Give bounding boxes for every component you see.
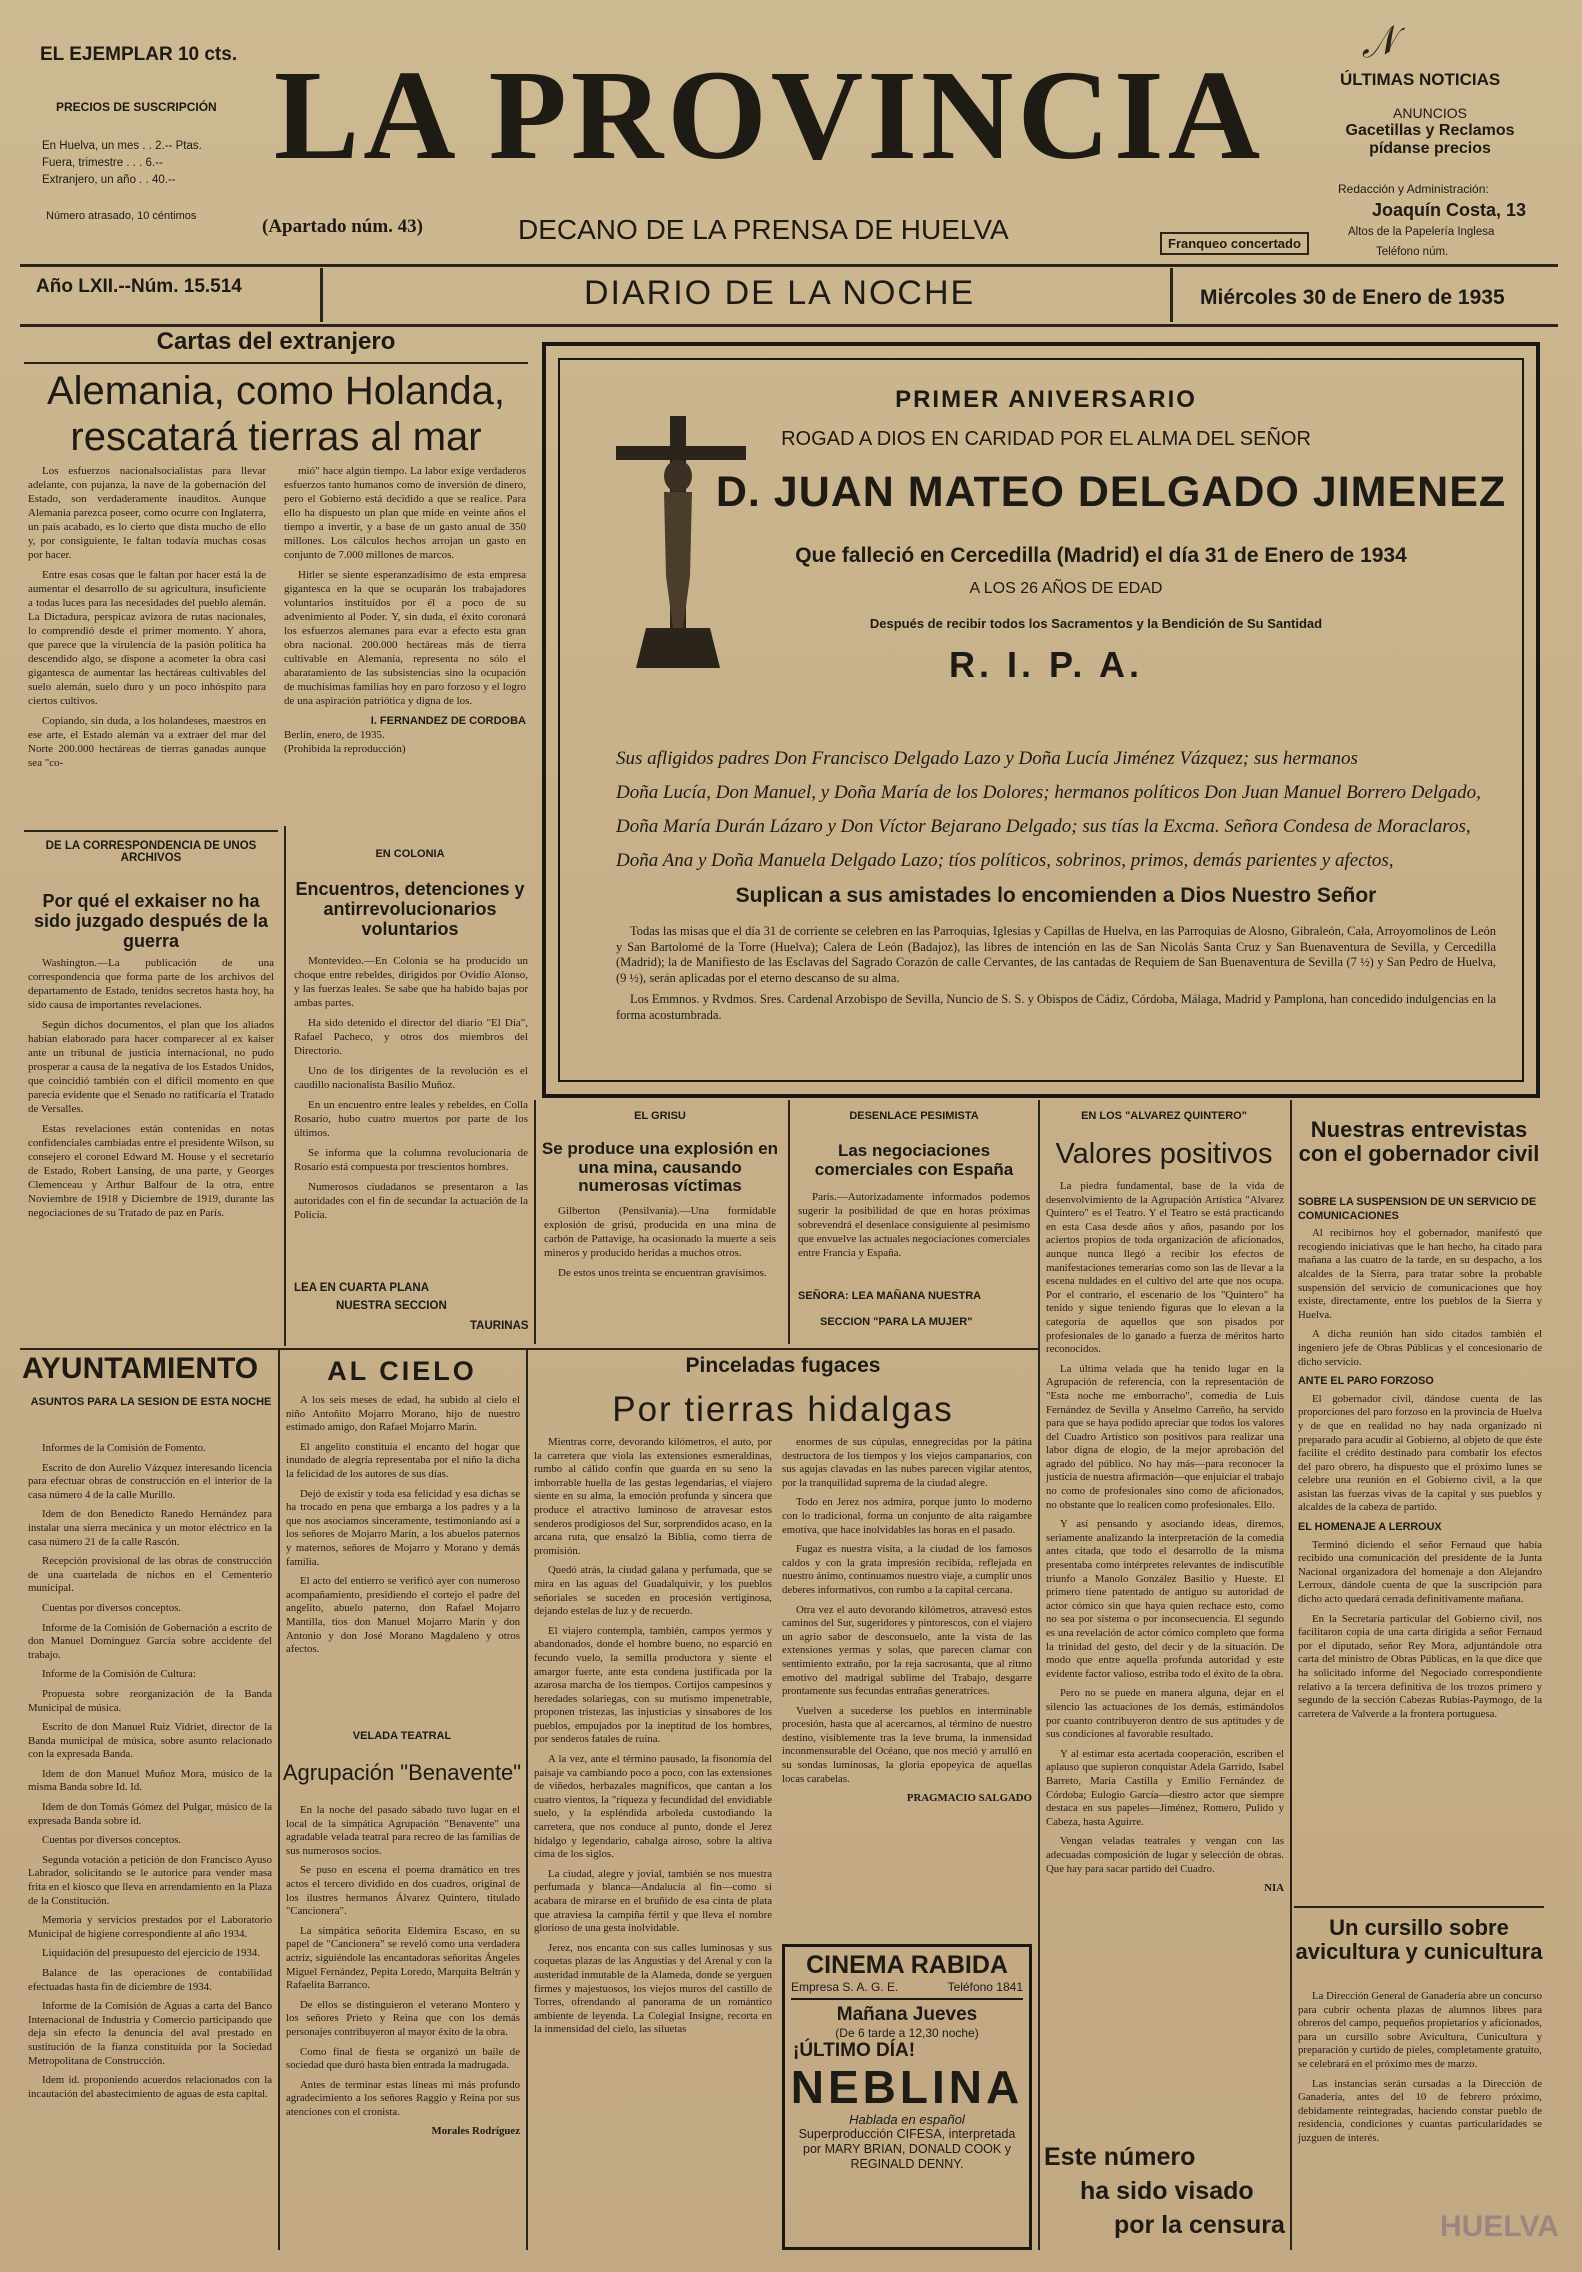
family-list: Sus afligidos padres Don Francisco Delgado Lazo y Doña Lucía Jiménez Vázquez; sus hermanos Doña Lucía, Don Manuel, y Doña María de los Dolores; hermanos políticos Don Juan Manuel Borrero Delgado, Doña María Durán Lázaro y Don Víctor Bejarano Delgado; sus tías la Excma. Señora Condesa de Moraclaros, Doña Ana y Doña Manuela Delgado Lazo; tíos políticos, sobrinos, primos, demás parientes y afectos, (616, 748, 1481, 871)
colonia-body: Montevideo.—En Colonia se ha producido un choque entre rebeldes, dirigidos por Ovidio Alonso, y las fuerzas leales. Se sabe que ha habido bajas por ambas partes. Ha sido detenido el director del diario "El Día", Rafael Pacheco, y otros dos miembros del Directorio. Uno de los dirigentes de la revolución es el caudillo nacionalista Basilio Muñoz. En un encuentro entre leales y rebeldes, en Colla Rosario, hubo cuatro muertos por parte de los últimos. Se informa que la columna revolucionaria de Rosario está compuesta por trescientos hombres. Numerosos ciudadanos se presentaron a las autoridades con el fin de secundar la actuación de la Policía. (294, 955, 528, 1221)
redaccion: Redacción y Administración: (1338, 182, 1489, 196)
rogad: ROGAD A DIOS EN CARIDAD POR EL ALMA DEL SEÑOR (781, 428, 1311, 450)
issue-date: Miércoles 30 de Enero de 1935 (1200, 286, 1505, 309)
alemania-kicker: Cartas del extranjero (156, 328, 396, 355)
lea-cuarta: LEA EN CUARTA PLANA (294, 1282, 430, 1294)
agrupacion-body: En la noche del pasado sábado tuvo lugar en el local de la simpática Agrupación "Benavente" una agradable velada teatral para recreo de las familias de sus numerosos socios. Se puso en escena el poema dramático en tres actos el tercero dividido en dos cuadros, original de los ilustres hermanos Álvarez Quintero, titulado "Cancionera". La simpática señorita Eldemira Escaso, en su papel de "Cancionera" se reveló como una verdadera actriz, siguiéndole las encantadoras señoritas Ángeles Miguel Fernández, Pepita Loredo, Marquita Beltrán y Rafaelita Barranco. De ellos se distinguieron el veterano Montero y los señores Prieto y Reina que con los demás personajes contribuyeron al mayor éxito de la obra. Como final de fiesta se organizó un baile de sociedad que duró hasta bien entrada la madrugada. Antes de terminar estas líneas mi más profundo agradecimiento a los señores Raggio y Reina por sus atenciones con el cronista. Morales Rodríguez (286, 1804, 520, 2138)
newspaper-title: LA PROVINCIA (273, 44, 1265, 186)
obituary-box (542, 342, 1540, 1098)
decano: DECANO DE LA PRENSA DE HUELVA (518, 214, 1009, 245)
anuncios-info: ANUNCIOS Gacetillas y Reclamos pídanse precios (1345, 105, 1515, 157)
grisu-kicker: EL GRISU (634, 1110, 686, 1122)
valores-kicker: EN LOS "ALVAREZ QUINTERO" (1081, 1110, 1247, 1122)
exkaiser-body: Washington.—La publicación de una correspondencia que forma parte de los archivos del departamento de Estado, tenidos secretos hasta hoy, ha sido causa de importantes revelaciones. Según dichos documentos, el plan que los aliados habían elaborado para hacer comparecer al ex kaiser ante un tribunal de justicia internacional, no pudo prosperar a causa de la negativa de los Estados Unidos, que coincidió también con el difícil momento en que parecía evidente que el Senado no ratificaría el Tratado de Versalles. Estas revelaciones están contenidas en notas confidenciales cambiadas entre el presidente Wilson, su consejero el coronel Edward M. House y el secretario de Estado, Robert Lansing, de una parte, y Georges Clemenceau y Arthur Balfour de la otra, entre Noviembre de 1918 y Diciembre de 1919, durante las negociaciones de su Tratado de paz en París. (28, 957, 274, 1219)
cursillo-headline: Un cursillo sobre avicultura y cunicultura (1295, 1915, 1543, 1965)
pesimista-headline: Las negociaciones comerciales con España (814, 1141, 1014, 1179)
misas-text: Todas las misas que el día 31 de corriente se celebren en las Parroquias, Iglesias y Capillas de Huelva, en las Parroquias de Alosno, Gibraleón, Cala, Arroyomolinos de León y San Bartolomé de la Torre (Huelva); Calera de León (Badajoz), las libres de intención en las de San Nicolás Santa Cruz y San Buenaventura de Sevilla, y Cercedilla (Madrid); la de Manifiesto de las Esclavas del Sagrado Corazón de calle Cervantes, de las cantadas de Requiem de San Buenaventura de Sevilla (7 ½) y San Pedro de Huelva, (9 ½), serán aplicadas por el eterno descanso de su alma. Los Emmnos. y Rvdmos. Sres. Cardenal Arzobispo de Sevilla, Nuncio de S. S. y Obispos de Cádiz, Córdoba, Málaga, Madrid y Pamplona, han concedido indulgencias en la forma acostumbrada. (616, 924, 1496, 1022)
hidalgas-col1: Mientras corre, devorando kilómetros, el auto, por la carretera que viola las extensiones esmeraldinas, rumbo al cálido confín que guarda en su seno la imborrable huella de las gestas legendarias, el viajero siente en su alma, la emoción profunda y sincera que produce el atractivo luminoso de atravesar estos senderos prodigiosos del Sur, sorprendidos acaso, en la arcana ruta, que ensalzó la Biblia, como tierra de promisión. Quedó atrás, la ciudad galana y perfumada, que se mira en las aguas del Guadalquivir, y los pueblos señoriales se suceden en procesión vertiginosa, dejando estelas de luz y de recuerdo. El viajero contempla, también, campos yermos y abandonados, donde el hombre bueno, no esparció en fecundo vuelo, la semilla productora y siente el amargor fuerte, ante esta condena justificada por la azarosa marcha de los tiempos. Cortijos campesinos y heredades solariegas, con su mutismo impenetrable, proponen tristezas, las injusticias y sinsabores de los pueblos, empujados por la ineptitud de los hombres, por senderos fatales de ruina. A la vez, ante el término pausado, la fisonomía del paisaje va cambiando poco a poco, con las extensiones de viñedos, herbazales magníficos, que cantan a los cuatro vientos, la "riqueza y fecundidad del envidiable suelo, y la espléndida arboleda custodiando la carretera, que nos conduce al punto, donde el Jerez hidalgo y legendario, cabalga airoso, sobre la altiva cima de los siglos. La ciudad, alegre y jovial, también se nos muestra perfumada y blanca—Andalucía al fin—como si acabara de mirarse en el bruñido de esa cinta de plata que atraviesa la campiña fértil y que lleva el nombre glorioso de una gesta inolvidable. Jerez, nos encanta con sus calles luminosas y sus coquetas plazas de las Angustias y del Arenal y con la austeridad inmutable de la Alameda, donde se yerguen firmes y majestuosos, los viejos muros del castillo de Torres, ofrendando al panorama de un romántico ambiente de leyenda. La Colegial Insigne, recorta en la inmensidad del cielo, las siluetas (534, 1436, 772, 2036)
deceased-name: D. JUAN MATEO DELGADO JIMENEZ (715, 468, 1507, 516)
exkaiser-kicker: DE LA CORRESPONDENCIA DE UNOS ARCHIVOS (45, 840, 257, 864)
diario-de-la-noche: DIARIO DE LA NOCHE (584, 274, 976, 312)
exkaiser-headline: Por qué el exkaiser no ha sido juzgado después de la guerra (33, 891, 269, 951)
alemania-col2: mió" hace algún tiempo. La labor exige verdaderos esfuerzos tanto humanos como de inversión de dinero, pero el Gobierno está decidido a que se realice. Para ello ha dispuesto un plan que mide en veinte años el tiempo a invertir, y a base de un gasto anual de 350 millones. Los cálculos hechos arrojan un gasto en conjunto de 7.000 millones de marcos. Hitler se siente esperanzadísimo de esta empresa gigantesca en la que se ocuparán los trabajadores voluntarios instituídos por él a poco de su advenimiento al Poder. Y, sin duda, el éxito coronará los esfuerzos alemanes para evar a efecto esta gran obra nacional. 200.000 hectáreas más de tierra cultivable en Alemania, representa no sólo el abaratamiento de las subsistencias sino la ocupación de muchísimas familias hoy en paro forzoso y el logro de una aspiración patriótica y digna de los. I. FERNANDEZ DE CORDOBA Berlín, enero, de 1935. (Prohibida la reproducción) (284, 465, 526, 755)
valores-body: La piedra fundamental, base de la vida de desenvolvimiento de la Agrupación Artística "Alvarez Quintero" es el Teatro. Y el Teatro se está practicando en esta Casa desde años y años, pasando por los aciertos propios de toda organización de aficionados, aunque nunca llegó a recibir los efectos de manifestaciones temerarias como son las de llevar a la escena nuldades en el cultivo del arte que nos ocupa. Por el contrario, el escenario de los "Quintero" ha tenido y sigue teniendo figuras que lo elevan a la categoría de aquellos que son pisados por profesionales de lo ganado a fuerza de méritos harto reconocidos. La última velada que ha tenido lugar en la Agrupación de referencia, con la representación de "Esta noche me emborracho", comedia de Luis Fernández de Sevilla y Anselmo Carreño, ha servido para que se haya podido apreciar que todos los valores del Cuadro Artístico son positivos para realizar una labor digna de elogio, de la mejor aprobación del agrado del público. No hay más—para reconocer la justicia de nuestra afirmación—que enjuiciar el trabajo no como de profesionales sino como de aficionados, no obstante que lo realicen como profesionales. Ello. Y así pensando y asociando ideas, diremos, seriamente analizando la interpretación de la comedia antes citada, que todo el desarrollo de la misma presentaba como intérpretes relevantes de indiscutible triunfo a Manolo González Basilio y Hueste. El primero tiene patentado de antiguo su autoridad de actor cómico sin que haya quien rechace esto, como no sea por sistema o por inconsecuencia. El segundo es una revelación de actor cómico completo que forma la trinidad del gesto, del decir y de la situación. De modo que entre aquella profunda autoridad y este evidente factor valioso, estriba todo el éxito de la obra. Pero no se puede en manera alguna, dejar en el silencio las actuaciones de los demás, estimándolos por cuanto contribuyeron dentro de sus aptitudes y de sus condiciones al favorable resultado. Y al estimar esta acertada cooperación, escriben el aplauso que supieron conquistar Adela Garrido, Isabel Barreto, María Castilla y Emilio Fernández de Córdoba; Eulogio García—diestro actor que siempre destaca en sus papeles—Jiménez, Romero, Pulido y Cabeza, hasta Aguirre. Vengan veladas teatrales y vengan con las adecuadas composición de lugar y selección de obras. Que hay para sacar partido del Cuadro. NIA (1046, 1180, 1284, 1895)
ultimas-noticias: ÚLTIMAS NOTICIAS (1340, 70, 1501, 89)
cinema-ad: CINEMA RABIDA Empresa S. A. G. E. Teléfono 1841 Mañana Jueves (De 6 tarde a 12,30 noche) ¡ÚLTIMO DÍA! NEBLINA Hablada en español Superproducción CIFESA, interpretada por MARY BRIAN, DONALD COOK y REGINALD DENNY. (782, 1944, 1032, 2250)
gobernador-body: SOBRE LA SUSPENSION DE UN SERVICIO DE COMUNICACIONES Al recibirnos hoy el gobernador, manifestó que recogiendo iniciativas que le han hecho, ha citado para mañana a las cuatro de la tarde, en su despacho, a los alcaldes de la Sierra, para tratar sobre la probable suspensión del servicio de comunicaciones que hoy existe, directamente, entre los pueblos de la Sierra y Huelva. A dicha reunión han sido citados también el ingeniero jefe de Obras Públicas y el concesionario de dicho servicio. ANTE EL PARO FORZOSO El gobernador civil, dándose cuenta de las proporciones del paro forzoso en la provincia de Huelva y de que en realidad no hay nada organizado ni preparado para acudir al Gobierno, al objeto de que éste facilite el crédito destinado para combatir los efectos del paro obrero, ha dispuesto que el próximo lunes se celebre una reunión en el Gobierno civil, a la que asistan las fuerzas vivas de la capital y sus pueblos y alcaldes de la cabeza de partido. EL HOMENAJE A LERROUX Terminó diciendo el señor Fernaud que había recibido una comunicación del presidente de la Junta Nacional organizadora del homenaje a don Alejandro Lerroux, dándole cuenta de que la suscripción para dicho acto quedará cerrada definitivamente mañana. En la Secretaría particular del Gobierno civil, nos facilitaron copia de una carta dirigida a señor Fernaud por el diputado, señor Rey Mora, adjuntándole otra carta del ministro de Obras Públicas, en la que dice que ha solicitado informe del Negociado correspondiente relativo a la tercera definitiva de los trozos primero y segundo de la sección Cabezas Rubias-Paymogo, de la carretera de Valverde a la frontera portuguesa. (1298, 1196, 1542, 1720)
suplican: Suplican a sus amistades lo encomienden a Dios Nuestro Señor (735, 884, 1377, 907)
subscription-title: PRECIOS DE SUSCRIPCIÓN (56, 100, 217, 114)
cielo-body: A los seis meses de edad, ha subido al cielo el niño Antoñito Mojarro Morano, hijo de nuestro estimado amigo, don Rafael Mojarro Marín. El angelito constituía el encanto del hogar que inundado de alegría representaba por el niño la dicha la felicidad de los autores de sus días. Dejó de existir y toda esa felicidad y esa dichas se ha trocado en pena que embarga a los padres y a la que nos asociamos sinceramente, testimoniando así a los señores de Mojarro Marín, a los abuelos paternos y maternos, señores de Mojarro y Morano y demás familia. El acto del entierro se verificó ayer con numeroso acompañamiento, presidiendo el cortejo el padre del angelito, abuelo paterno, don Rafael Mojarro Mantilla, tíos don Manuel Mojarro Marín y don Antonio y don José Morano Magdaleno y otros afectos. (286, 1394, 520, 1656)
velada-kicker: VELADA TEATRAL (352, 1730, 452, 1742)
subscription-prices: En Huelva, un mes . . 2.-- Ptas. Fuera, trimestre . . . 6.-- Extranjero, un año . . 40.-- (42, 140, 202, 186)
apartado: (Apartado núm. 43) (262, 216, 423, 237)
ayuntamiento-title: AYUNTAMIENTO (22, 1352, 259, 1385)
gobernador-headline: Nuestras entrevistas con el gobernador civil (1298, 1117, 1540, 1167)
hidalgas-kicker: Pinceladas fugaces (685, 1354, 881, 1377)
ejemplar-price: EL EJEMPLAR 10 cts. (40, 44, 238, 65)
censura-notice: Este número ha sido visado por la censura (1044, 2143, 1285, 2239)
pesimista-body: París.—Autorizadamente informados podemos sugerir la posibilidad de que en horas próximas sobrevendrá el desenlace consiguiente al pesimismo que envuelve las actuales negociaciones comerciales entre Francia y España. (798, 1191, 1030, 1259)
taurinas: TAURINAS (470, 1320, 529, 1332)
senora-lea: SEÑORA: LEA MAÑANA NUESTRA (798, 1290, 982, 1302)
seccion-mujer: SECCION "PARA LA MUJER" (820, 1316, 973, 1328)
grisu-body: Gilberton (Pensilvania).—Una formidable explosión de grisú, producida en una mina de carbón de Pattavige, ha ocasionado la muerte a seis mineros y producido heridas a muchos otros. De estos unos treinta se encuentran gravísimos. (544, 1205, 776, 1279)
aniversario: PRIMER ANIVERSARIO (895, 386, 1197, 413)
hidalgas-headline: Por tierras hidalgas (612, 1390, 954, 1429)
telefono: Teléfono núm. (1376, 246, 1449, 258)
ripa: R. I. P. A. (948, 644, 1144, 685)
alemania-headline: Alemania, como Holanda, rescatará tierras al mar (46, 369, 506, 459)
fallecio: Que falleció en Cercedilla (Madrid) el día 31 de Enero de 1934 (795, 544, 1407, 567)
archive-watermark: HUELVA (1440, 2210, 1559, 2243)
sacramentos: Después de recibir todos los Sacramentos y la Bendición de Su Santidad (869, 616, 1323, 631)
ayuntamiento-body: Informes de la Comisión de Fomento. Escrito de don Aurelio Vázquez interesando licencia para efectuar obras de construcción en el interior de la casa número 4 de la calle Murillo. Idem de don Benedicto Ranedo Hernández para instalar una sierra mecánica y un motor eléctrico en la casa número 21 de la calle Rascón. Recepción provisional de las obras de construcción de una cuartelada de nichos en el Cementerio municipal. Cuentas por diversos conceptos. Informe de la Comisión de Gobernación a escrito de don Manuel Domínguez García sobre accidente del trabajo. Informe de la Comisión de Cultura: Propuesta sobre reorganización de la Banda Municipal de música. Escrito de don Manuel Ruiz Vidriet, director de la Banda municipal de música, sobre asunto relacionado con la expresada Banda. Idem de don Manuel Muñoz Mora, músico de la misma Banda sobre Id. Id. Idem de don Tomás Gómez del Pulgar, músico de la expresada Banda sobre id. Cuentas por diversos conceptos. Segunda votación a petición de don Francisco Ayuso Labrador, solicitando se le autorice para vender masa frita en el kiosco que lleva en arrendamiento en la Plaza de la Constitución. Memoria y servicios prestados por el Laboratorio Municipal de higiene correspondiente al año 1934. Liquidación del presupuesto del ejercicio de 1934. Balance de las operaciones de contabilidad efectuadas hasta fin de diciembre de 1934. Informe de la Comisión de Aguas a carta del Banco Internacional de Industria y Comercio participando que deja sin efecto la denuncia del aval prestado en sustitución de la fianza constituída por la Sociedad Metropolitana de Construcción. Idem id. proponiendo acuerdos relacionados con la incautación del abastecimiento de aguas de esta capital. (28, 1442, 272, 2100)
franqueo-badge: Franqueo concertado (1160, 232, 1309, 255)
handwritten-signature: 𝒩 (1356, 17, 1400, 67)
alemania-col1: Los esfuerzos nacionalsocialistas para llevar adelante, con pujanza, la nave de la gobernación del Estado, son verdaderamente inauditos. Aunque Alemania parezca poseer, como ocurre con Inglaterra, un país acabado, es lo cierto que dista mucho de ello y, por consiguiente, le faltan todavía muchas cosas por hacer. Entre esas cosas que le faltan por hacer está la de aumentar el desarrollo de su agricultura, insuficiente a todas luces para las necesidades del pueblo alemán. La Dictadura, perspicaz avizora de rutas nacionales, lo comprendió desde el primer momento. Y ahora, que parece que la virulencia de la pasión política ha descendido algo, se dispone a acometer la obra casi gigantesca de aumentar las hectáreas cultivables del suelo alemán, suelo duro y un poco inhóspito para ciertos cultivos. Copiando, sin duda, a los holandeses, maestros en ese arte, el Estado alemán va a extraer del mar del Norte 200.000 hectáreas de tierras ganadas aunque sea "co- (28, 465, 266, 769)
ayuntamiento-sub: ASUNTOS PARA LA SESION DE ESTA NOCHE (30, 1396, 272, 1408)
colonia-kicker: EN COLONIA (375, 848, 445, 860)
altos: Altos de la Papelería Inglesa (1348, 226, 1495, 238)
cielo-title: AL CIELO (327, 1356, 477, 1386)
grisu-headline: Se produce una explosión en una mina, causando numerosas víctimas (541, 1139, 779, 1196)
pesimista-kicker: DESENLACE PESIMISTA (849, 1110, 979, 1122)
nuestra-seccion: NUESTRA SECCION (336, 1300, 447, 1312)
agrupacion-title: Agrupación "Benavente" (282, 1760, 522, 1785)
colonia-headline: Encuentros, detenciones y antirrevolucionarios voluntarios (295, 879, 525, 939)
edad: A LOS 26 AÑOS DE EDAD (969, 580, 1163, 597)
issue-number: Año LXII.--Núm. 15.514 (36, 276, 242, 297)
direccion: Joaquín Costa, 13 (1372, 200, 1527, 220)
masthead-rule (20, 264, 1558, 267)
hidalgas-col2: enormes de sus cúpulas, ennegrecidas por la pátina destructora de los tiempos y los viejos campanarios, con sus agujas clavadas en las nubes parecen vigilar atentos, por la tranquilidad suprema de la ciudad alegre. Todo en Jerez nos admira, porque junto lo moderno con lo tradicional, forma un conjunto de alta raigambre emotiva, que hace inolvidables las horas en el pasado. Fugaz es nuestra visita, a la ciudad de los famosos caldos y con la grata impresión recibida, reflejada en nuestro ánimo, continuamos nuestro viaje, a cumplir unos deberes informativos, con rumbo a la capital cercana. Otra vez el auto devorando kilómetros, atravesó estos caminos del Sur, sugeridores y pintorescos, con el viajero un agrio sabor de desconsuelo, ante la vista de las extensiones yermas y solas, que parecen clamar con sentimiento extraño, por la reja sacrosanta, que al ritmo emotivo del madrigal sublime del Trabajo, desgarre prontamente sus fecundas entrañas generatrices. Vuelven a sucederse los pueblos en interminable procesión, hasta que al acercarnos, al término de nuestro destino, visiblemente tras la leve bruma, la inmensidad inconmensurable del Océano, que nos meció y arrulló en su sondas luminosas, la gloria epopeyica de aquellas locas carabelas. PRAGMACIO SALGADO (782, 1436, 1032, 1805)
cursillo-body: La Dirección General de Ganadería abre un concurso para cubrir ochenta plazas de alumnos libres para obreros del campo, pequeños propietarios y aficionados, para un cursillo sobre Avicultura, Cunicultura y preparación y curtido de pieles, completamente gratuito, se celebrará en el próximo mes de marzo. Las instancias serán cursadas a la Dirección de Ganadería, antes del 10 de febrero próximo, debidamente reintegradas, haciendo constar pueblo de residencia, condiciones y cuantas particularidades se juzguen de interés. (1298, 1990, 1542, 2144)
back-issue-price: Número atrasado, 10 céntimos (46, 210, 197, 222)
crucifix-icon (606, 406, 756, 676)
valores-headline: Valores positivos (1055, 1138, 1273, 1170)
